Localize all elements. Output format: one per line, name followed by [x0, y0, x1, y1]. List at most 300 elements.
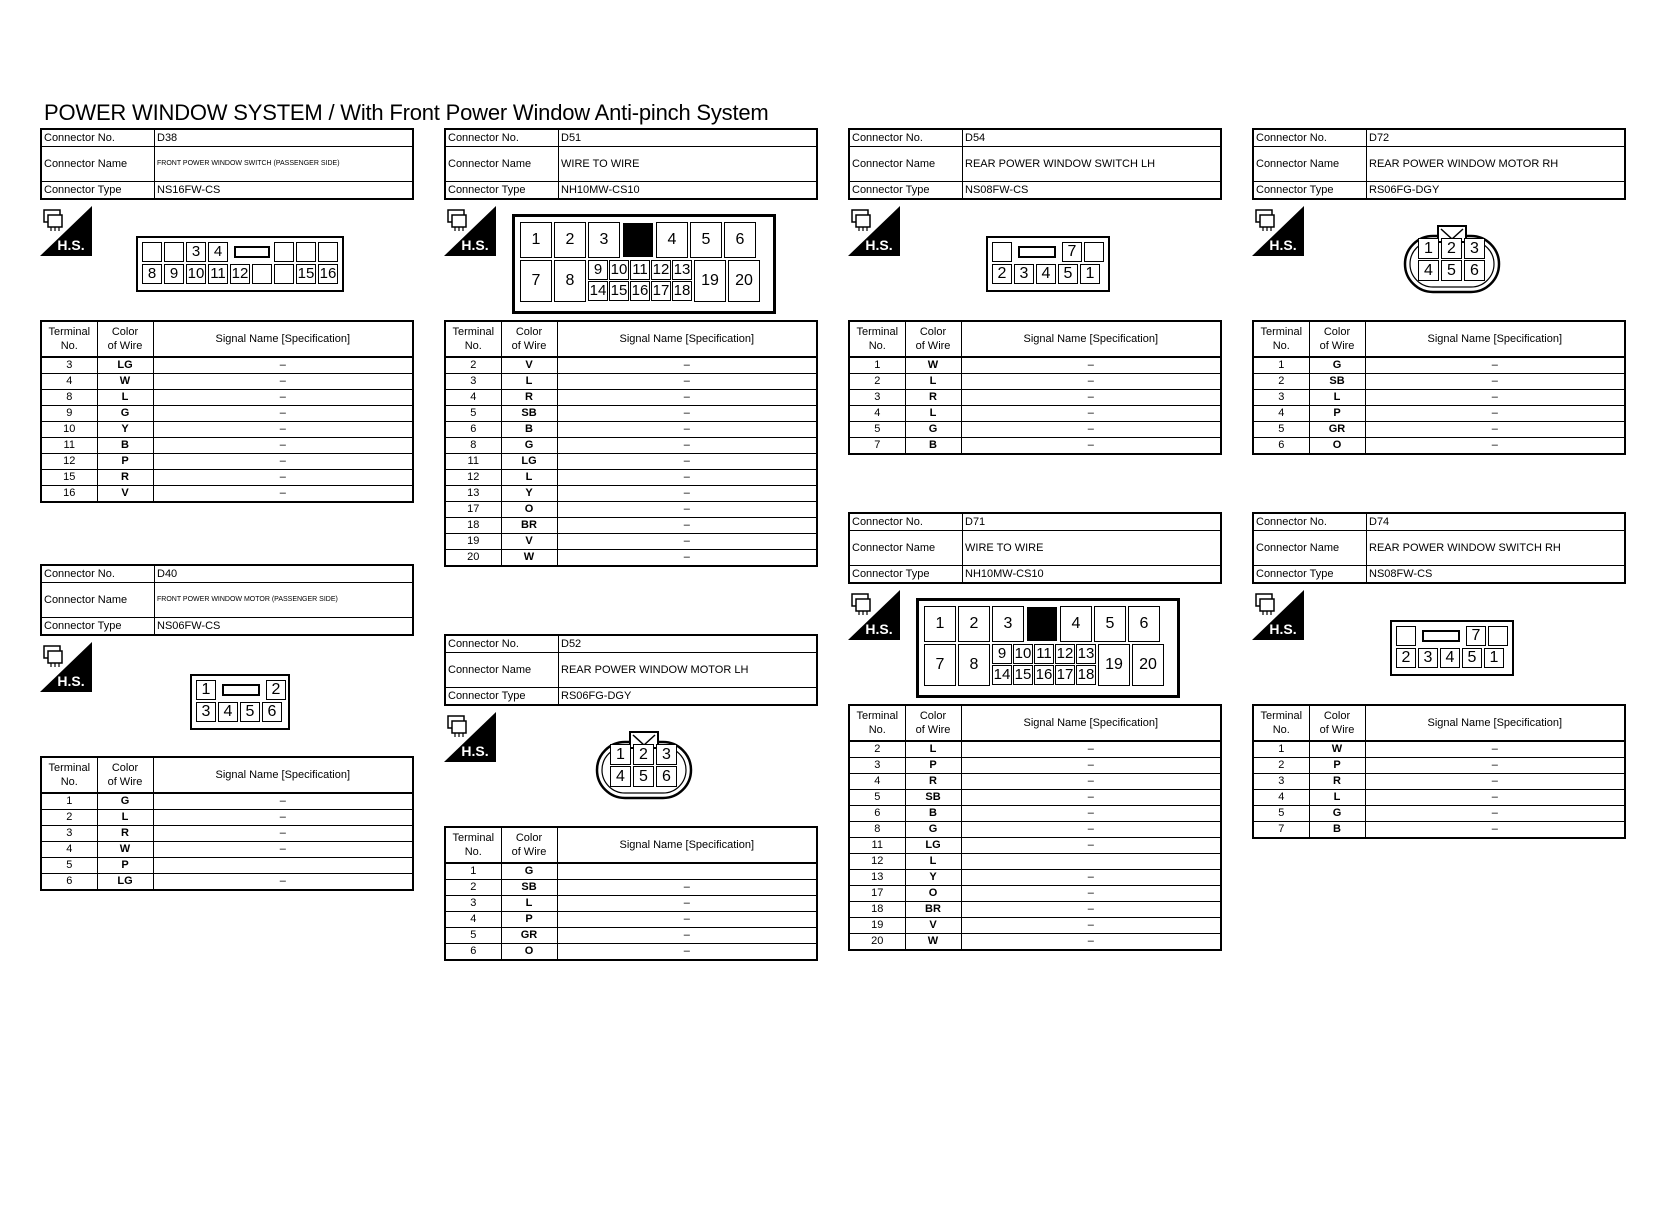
color-of-wire-header: Color of Wire — [1309, 705, 1365, 741]
connector-type-value: RS06FG-DGY — [1367, 182, 1626, 200]
hs-harness-side-icon — [40, 642, 92, 692]
terminal-table — [444, 826, 818, 961]
signal-name-cell: – — [153, 357, 413, 374]
table-row — [445, 550, 817, 567]
table-row — [1253, 357, 1625, 374]
terminal-pin: 20 — [728, 260, 760, 302]
terminal-pin: 3 — [1014, 264, 1034, 284]
wire-color-cell: B — [905, 438, 961, 455]
terminal-no-cell: 18 — [849, 902, 905, 918]
wire-color-cell: G — [501, 438, 557, 454]
table-row — [849, 390, 1221, 406]
signal-name-cell: – — [1365, 422, 1625, 438]
wire-color-cell: O — [501, 944, 557, 961]
signal-name-header: Signal Name [Specification] — [557, 321, 817, 357]
connector-diagram — [444, 706, 818, 826]
terminal-no-cell: 11 — [41, 438, 97, 454]
terminal-no-cell: 2 — [849, 374, 905, 390]
wire-color-cell: L — [905, 741, 961, 758]
wire-color-cell: LG — [905, 838, 961, 854]
table-row — [1253, 374, 1625, 390]
terminal-pin: 11 — [630, 260, 650, 280]
table-row — [1253, 806, 1625, 822]
table-row — [41, 406, 413, 422]
terminal-pin: 12 — [231, 265, 249, 282]
connector-type-value: RS06FG-DGY — [559, 688, 818, 706]
terminal-table — [848, 704, 1222, 951]
connector-latch — [1018, 246, 1056, 258]
hs-label: H.S. — [865, 237, 893, 253]
terminal-no-header: Terminal No. — [1253, 705, 1309, 741]
connector-no-value: D40 — [155, 565, 414, 583]
terminal-no-cell: 5 — [445, 928, 501, 944]
wire-color-cell: W — [97, 374, 153, 390]
terminal-no-header: Terminal No. — [849, 321, 905, 357]
terminal-no-cell: 5 — [1253, 806, 1309, 822]
color-of-wire-header: Color of Wire — [97, 321, 153, 357]
signal-name-header: Signal Name [Specification] — [557, 827, 817, 863]
table-row — [41, 874, 413, 891]
terminal-pin: 7 — [1062, 242, 1082, 262]
connector-block-d52 — [444, 634, 818, 961]
wire-color-cell: W — [905, 934, 961, 951]
terminal-no-cell: 12 — [445, 470, 501, 486]
wire-color-cell: L — [501, 374, 557, 390]
color-of-wire-header: Color of Wire — [905, 705, 961, 741]
terminal-no-cell: 12 — [41, 454, 97, 470]
connector-no-label: Connector No. — [41, 565, 155, 583]
terminal-pin: 16 — [319, 265, 337, 282]
connector-no-label: Connector No. — [849, 513, 963, 531]
signal-name-cell: – — [557, 534, 817, 550]
terminal-pin: 15 — [610, 282, 628, 299]
terminal-no-cell: 1 — [445, 863, 501, 880]
terminal-no-cell: 2 — [1253, 374, 1309, 390]
connector-diagram — [1252, 584, 1626, 704]
table-row — [1253, 406, 1625, 422]
terminal-pin — [992, 242, 1012, 262]
terminal-no-cell: 3 — [1253, 774, 1309, 790]
table-row — [445, 502, 817, 518]
table-row — [41, 390, 413, 406]
terminal-pin: 4 — [1060, 606, 1092, 642]
terminal-pin: 3 — [1418, 648, 1438, 668]
connector-key-block — [1027, 607, 1057, 641]
wire-color-cell: P — [1309, 406, 1365, 422]
signal-name-cell: – — [961, 438, 1221, 455]
table-row — [849, 854, 1221, 870]
table-row — [849, 741, 1221, 758]
signal-name-cell: – — [1365, 758, 1625, 774]
terminal-pin: 5 — [1094, 606, 1126, 642]
terminal-no-cell: 3 — [41, 826, 97, 842]
terminal-pin: 16 — [1035, 666, 1053, 683]
signal-name-cell: – — [153, 454, 413, 470]
wire-color-cell: V — [501, 534, 557, 550]
connector-diagram — [1252, 200, 1626, 320]
connector-latch — [234, 246, 270, 258]
connector-no-label: Connector No. — [445, 635, 559, 653]
table-row — [445, 486, 817, 502]
wire-color-cell: L — [1309, 790, 1365, 806]
terminal-pin: 5 — [1058, 264, 1078, 284]
terminal-no-header: Terminal No. — [445, 321, 501, 357]
table-row — [445, 534, 817, 550]
terminal-pin: 4 — [218, 702, 238, 722]
color-of-wire-header: Color of Wire — [501, 321, 557, 357]
terminal-no-cell: 5 — [1253, 422, 1309, 438]
hs-label: H.S. — [461, 237, 489, 253]
hs-harness-side-icon — [848, 590, 900, 640]
terminal-pin: 10 — [1014, 645, 1032, 662]
terminal-pin: 20 — [1132, 644, 1164, 686]
table-row — [849, 822, 1221, 838]
connector-name-label: Connector Name — [849, 147, 963, 182]
signal-name-cell: – — [961, 790, 1221, 806]
terminal-pin: 14 — [993, 666, 1011, 683]
wire-color-cell: SB — [1309, 374, 1365, 390]
connector-header-table — [40, 564, 414, 636]
terminal-no-cell: 4 — [41, 374, 97, 390]
signal-name-cell: – — [1365, 357, 1625, 374]
table-row — [41, 357, 413, 374]
terminal-pin: 2 — [633, 744, 654, 765]
terminal-no-cell: 11 — [445, 454, 501, 470]
connector-type-label: Connector Type — [849, 182, 963, 200]
table-row — [445, 406, 817, 422]
table-row — [445, 880, 817, 896]
terminal-no-cell: 8 — [41, 390, 97, 406]
table-row — [41, 793, 413, 810]
color-of-wire-header: Color of Wire — [905, 321, 961, 357]
table-row — [41, 486, 413, 503]
terminal-pin: 4 — [208, 242, 228, 262]
connector-type-label: Connector Type — [41, 618, 155, 636]
connector-type-label: Connector Type — [1253, 182, 1367, 200]
signal-name-cell: – — [961, 422, 1221, 438]
terminal-pin: 15 — [297, 265, 315, 282]
terminal-pin — [1396, 626, 1416, 646]
terminal-no-cell: 3 — [445, 896, 501, 912]
signal-name-cell: – — [557, 470, 817, 486]
terminal-no-cell: 11 — [849, 838, 905, 854]
table-row — [41, 858, 413, 874]
signal-name-cell: – — [1365, 406, 1625, 422]
terminal-pin: 1 — [196, 680, 216, 700]
connector-no-value: D72 — [1367, 129, 1626, 147]
wire-color-cell: W — [501, 550, 557, 567]
terminal-no-cell: 16 — [41, 486, 97, 503]
terminal-pin: 1 — [1484, 648, 1504, 668]
connector-diagram — [848, 200, 1222, 320]
wire-color-cell: L — [905, 406, 961, 422]
signal-name-cell: – — [557, 486, 817, 502]
terminal-no-cell: 12 — [849, 854, 905, 870]
signal-name-cell: – — [1365, 390, 1625, 406]
hs-label: H.S. — [57, 673, 85, 689]
terminal-pin: 6 — [656, 766, 677, 787]
hs-harness-side-icon — [40, 206, 92, 256]
connector-no-value: D51 — [559, 129, 818, 147]
connector-name-value: FRONT POWER WINDOW SWITCH (PASSENGER SIDE) — [155, 147, 414, 182]
connector-block-d71 — [848, 512, 1222, 951]
wire-color-cell: L — [1309, 390, 1365, 406]
connector-type-label: Connector Type — [445, 688, 559, 706]
terminal-no-cell: 1 — [1253, 741, 1309, 758]
connector-name-value: REAR POWER WINDOW MOTOR LH — [559, 653, 818, 688]
table-row — [445, 390, 817, 406]
table-row — [445, 470, 817, 486]
table-row — [41, 422, 413, 438]
signal-name-cell: – — [961, 374, 1221, 390]
signal-name-cell: – — [557, 944, 817, 961]
terminal-no-cell: 9 — [41, 406, 97, 422]
signal-name-cell: – — [1365, 790, 1625, 806]
terminal-no-cell: 6 — [849, 806, 905, 822]
signal-name-cell: – — [961, 357, 1221, 374]
terminal-pin: 1 — [1418, 238, 1439, 259]
terminal-pin: 17 — [652, 282, 670, 299]
wire-color-cell: W — [1309, 741, 1365, 758]
terminal-pin: 7 — [924, 644, 956, 686]
terminal-no-cell: 2 — [445, 357, 501, 374]
wire-color-cell: L — [97, 390, 153, 406]
terminal-no-cell: 7 — [1253, 822, 1309, 839]
terminal-no-header: Terminal No. — [1253, 321, 1309, 357]
table-row — [41, 810, 413, 826]
table-row — [445, 896, 817, 912]
wire-color-cell: P — [905, 758, 961, 774]
wire-color-cell: SB — [905, 790, 961, 806]
terminal-no-cell: 6 — [1253, 438, 1309, 455]
wire-color-cell: W — [905, 357, 961, 374]
wire-color-cell: L — [97, 810, 153, 826]
table-row — [849, 422, 1221, 438]
table-row — [445, 357, 817, 374]
signal-name-cell: – — [1365, 374, 1625, 390]
signal-name-cell: – — [153, 422, 413, 438]
signal-name-cell: – — [557, 518, 817, 534]
table-row — [445, 912, 817, 928]
terminal-pin: 7 — [520, 260, 552, 302]
signal-name-cell: – — [153, 390, 413, 406]
wire-color-cell: L — [905, 374, 961, 390]
terminal-no-header: Terminal No. — [41, 757, 97, 793]
connector-no-value: D52 — [559, 635, 818, 653]
terminal-no-cell: 20 — [849, 934, 905, 951]
signal-name-cell: – — [557, 374, 817, 390]
signal-name-cell — [557, 863, 817, 880]
terminal-no-cell: 5 — [445, 406, 501, 422]
terminal-pin: 10 — [187, 265, 205, 282]
terminal-no-cell: 7 — [849, 438, 905, 455]
terminal-table — [848, 320, 1222, 455]
table-row — [849, 357, 1221, 374]
signal-name-cell: – — [961, 902, 1221, 918]
signal-name-cell: – — [1365, 822, 1625, 839]
wire-color-cell: LG — [501, 454, 557, 470]
signal-name-cell: – — [557, 896, 817, 912]
terminal-pin: 2 — [958, 606, 990, 642]
signal-name-cell: – — [153, 874, 413, 891]
wire-color-cell: B — [97, 438, 153, 454]
terminal-pin: 19 — [1098, 644, 1130, 686]
table-row — [849, 902, 1221, 918]
terminal-pin: 2 — [992, 264, 1012, 284]
terminal-no-cell: 13 — [445, 486, 501, 502]
wire-color-cell: P — [501, 912, 557, 928]
wire-color-cell: LG — [97, 357, 153, 374]
wire-color-cell: B — [905, 806, 961, 822]
wire-color-cell: V — [97, 486, 153, 503]
signal-name-cell: – — [153, 470, 413, 486]
wire-color-cell: L — [905, 854, 961, 870]
table-row — [849, 934, 1221, 951]
signal-name-cell: – — [1365, 806, 1625, 822]
terminal-table — [444, 320, 818, 567]
signal-name-cell: – — [1365, 741, 1625, 758]
terminal-no-cell: 3 — [849, 390, 905, 406]
signal-name-cell: – — [153, 793, 413, 810]
terminal-no-cell: 4 — [1253, 790, 1309, 806]
connector-no-label: Connector No. — [1253, 513, 1367, 531]
table-row — [849, 790, 1221, 806]
terminal-pin: 9 — [588, 260, 608, 280]
connector-header-table — [848, 512, 1222, 584]
signal-name-header: Signal Name [Specification] — [153, 757, 413, 793]
wire-color-cell: P — [1309, 758, 1365, 774]
wire-color-cell: R — [97, 826, 153, 842]
connector-no-label: Connector No. — [41, 129, 155, 147]
wire-color-cell: V — [501, 357, 557, 374]
connector-type-label: Connector Type — [1253, 566, 1367, 584]
wire-color-cell: G — [501, 863, 557, 880]
wire-color-cell: V — [905, 918, 961, 934]
wire-color-cell: R — [905, 390, 961, 406]
terminal-no-cell: 17 — [849, 886, 905, 902]
hs-harness-side-icon — [848, 206, 900, 256]
terminal-no-cell: 4 — [445, 390, 501, 406]
terminal-no-cell: 2 — [445, 880, 501, 896]
connector-name-value: REAR POWER WINDOW MOTOR RH — [1367, 147, 1626, 182]
terminal-pin: 3 — [186, 242, 206, 262]
hs-label: H.S. — [461, 743, 489, 759]
connector-name-label: Connector Name — [1253, 147, 1367, 182]
terminal-no-cell: 2 — [849, 741, 905, 758]
connector-no-value: D71 — [963, 513, 1222, 531]
table-row — [445, 374, 817, 390]
wire-color-cell: B — [1309, 822, 1365, 839]
signal-name-cell: – — [1365, 774, 1625, 790]
terminal-pin: 1 — [520, 222, 552, 258]
signal-name-cell: – — [961, 390, 1221, 406]
wire-color-cell: GR — [501, 928, 557, 944]
table-row — [849, 918, 1221, 934]
connector-key-block — [623, 223, 653, 257]
connector-name-value: FRONT POWER WINDOW MOTOR (PASSENGER SIDE) — [155, 583, 414, 618]
terminal-pin: 10 — [610, 261, 628, 278]
terminal-pin: 4 — [1418, 260, 1439, 281]
terminal-no-cell: 20 — [445, 550, 501, 567]
signal-name-cell: – — [153, 374, 413, 390]
connector-name-value: WIRE TO WIRE — [559, 147, 818, 182]
wire-color-cell: R — [501, 390, 557, 406]
terminal-pin: 5 — [240, 702, 260, 722]
terminal-no-cell: 1 — [849, 357, 905, 374]
terminal-no-cell: 8 — [849, 822, 905, 838]
connector-header-table — [1252, 128, 1626, 200]
signal-name-cell: – — [961, 934, 1221, 951]
terminal-no-cell: 3 — [445, 374, 501, 390]
connector-type-value: NS06FW-CS — [155, 618, 414, 636]
hs-harness-side-icon — [1252, 590, 1304, 640]
signal-name-cell: – — [961, 741, 1221, 758]
connector-name-value: REAR POWER WINDOW SWITCH LH — [963, 147, 1222, 182]
terminal-pin — [142, 242, 162, 262]
terminal-pin: 8 — [958, 644, 990, 686]
terminal-no-cell: 3 — [41, 357, 97, 374]
terminal-pin: 12 — [1056, 645, 1074, 662]
wire-color-cell: Y — [501, 486, 557, 502]
wire-color-cell: L — [501, 896, 557, 912]
signal-name-cell: – — [961, 886, 1221, 902]
table-row — [41, 454, 413, 470]
wire-color-cell: LG — [97, 874, 153, 891]
terminal-no-cell: 6 — [445, 422, 501, 438]
wire-color-cell: G — [905, 422, 961, 438]
connector-diagram — [40, 200, 414, 320]
terminal-table — [1252, 704, 1626, 839]
terminal-pin: 11 — [208, 264, 228, 284]
connector-header-table — [40, 128, 414, 200]
terminal-no-cell: 4 — [41, 842, 97, 858]
connector-diagram — [40, 636, 414, 756]
wire-color-cell: BR — [501, 518, 557, 534]
connector-diagram — [848, 584, 1222, 704]
wire-color-cell: GR — [1309, 422, 1365, 438]
terminal-pin — [274, 264, 294, 284]
connector-name-value: REAR POWER WINDOW SWITCH RH — [1367, 531, 1626, 566]
terminal-no-cell: 5 — [41, 858, 97, 874]
signal-name-cell: – — [557, 454, 817, 470]
terminal-pin: 18 — [673, 282, 691, 299]
table-row — [445, 518, 817, 534]
signal-name-cell: – — [961, 806, 1221, 822]
terminal-pin: 15 — [1014, 666, 1032, 683]
signal-name-header: Signal Name [Specification] — [153, 321, 413, 357]
signal-name-cell: – — [557, 438, 817, 454]
terminal-no-cell: 1 — [1253, 357, 1309, 374]
terminal-no-cell: 1 — [41, 793, 97, 810]
terminal-pin — [1084, 242, 1104, 262]
terminal-pin: 2 — [1396, 648, 1416, 668]
terminal-pin: 12 — [652, 261, 670, 278]
terminal-pin: 6 — [1464, 260, 1485, 281]
terminal-no-cell: 3 — [1253, 390, 1309, 406]
hs-harness-side-icon — [1252, 206, 1304, 256]
signal-name-header: Signal Name [Specification] — [961, 705, 1221, 741]
wire-color-cell: P — [97, 454, 153, 470]
terminal-pin: 19 — [694, 260, 726, 302]
terminal-pin: 4 — [1036, 264, 1056, 284]
wire-color-cell: G — [97, 793, 153, 810]
signal-name-cell: – — [961, 870, 1221, 886]
connector-block-d51 — [444, 128, 818, 567]
terminal-no-cell: 10 — [41, 422, 97, 438]
table-row — [1253, 758, 1625, 774]
terminal-pin: 8 — [142, 264, 162, 284]
wire-color-cell: P — [97, 858, 153, 874]
